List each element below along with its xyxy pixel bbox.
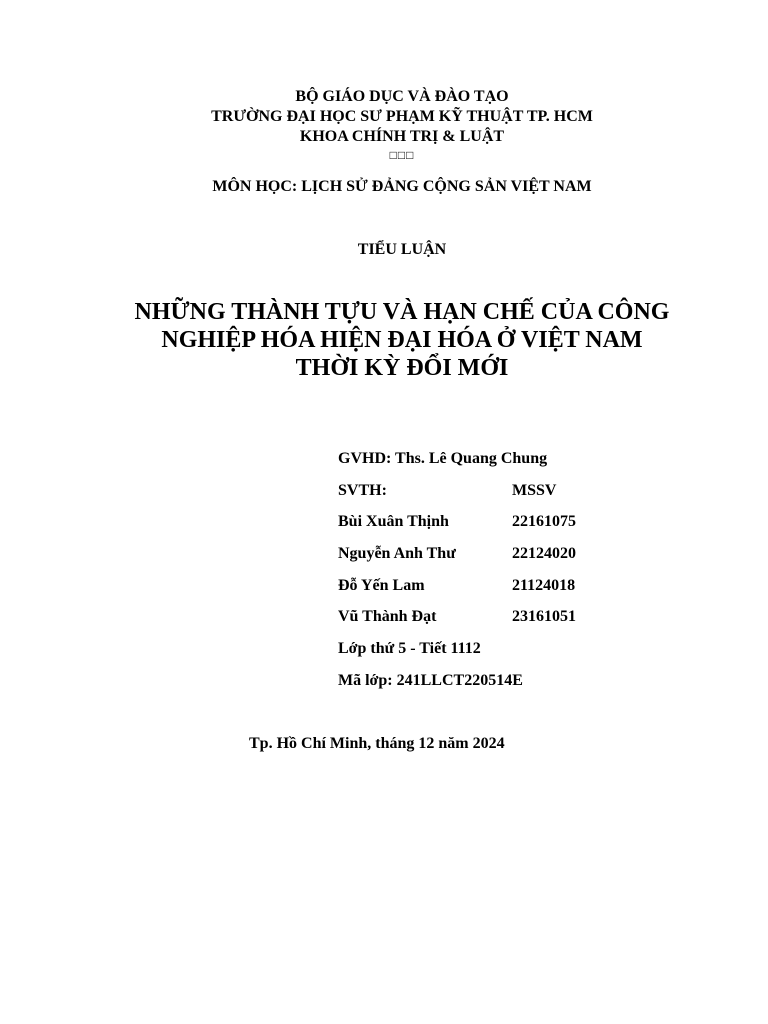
essay-title bbox=[0, 298, 768, 382]
title-line-1: NHỮNG THÀNH TỰU VÀ HẠN CHẾ CỦA CÔNG bbox=[134, 299, 670, 325]
class-code-row bbox=[338, 671, 638, 703]
class-session-row bbox=[338, 639, 638, 671]
advisor-text: GVHD: Ths. Lê Quang Chung bbox=[338, 450, 548, 467]
ministry-heading: BỘ GIÁO DỤC VÀ ĐÀO TẠO bbox=[295, 88, 509, 105]
student-id: 23161051 bbox=[512, 608, 576, 626]
document-type: TIỂU LUẬN bbox=[357, 241, 447, 258]
title-line-2: NGHIỆP HÓA HIỆN ĐẠI HÓA Ở VIỆT NAM bbox=[161, 327, 643, 353]
place-date: Tp. Hồ Chí Minh, tháng 12 năm 2024 bbox=[249, 735, 505, 752]
advisor-row bbox=[338, 449, 638, 481]
ornament-divider: □□□ bbox=[389, 148, 415, 162]
subject-heading: MÔN HỌC: LỊCH SỬ ĐẢNG CỘNG SẢN VIỆT NAM bbox=[212, 178, 592, 195]
student-id: 21124018 bbox=[512, 576, 576, 594]
faculty-heading: KHOA CHÍNH TRỊ & LUẬT bbox=[299, 128, 505, 145]
student-row bbox=[338, 607, 638, 639]
student-name: Đỗ Yến Lam bbox=[338, 576, 425, 594]
students-label: SVTH: bbox=[338, 481, 387, 499]
student-name: Vũ Thành Đạt bbox=[338, 608, 437, 626]
class-session: Lớp thứ 5 - Tiết 1112 bbox=[338, 640, 481, 658]
student-info-block bbox=[338, 449, 638, 703]
students-header-row bbox=[338, 481, 638, 513]
student-id: 22161075 bbox=[512, 513, 576, 531]
student-id: 22124020 bbox=[512, 545, 576, 563]
student-row bbox=[338, 512, 638, 544]
university-heading: TRƯỜNG ĐẠI HỌC SƯ PHẠM KỸ THUẬT TP. HCM bbox=[211, 108, 593, 125]
student-id-label: MSSV bbox=[512, 481, 557, 499]
student-row bbox=[338, 576, 638, 608]
class-code: Mã lớp: 241LLCT220514E bbox=[338, 671, 523, 689]
student-name: Nguyễn Anh Thư bbox=[338, 545, 456, 563]
title-line-3: THỜI KỲ ĐỔI MỚI bbox=[295, 355, 509, 381]
student-name: Bùi Xuân Thịnh bbox=[338, 513, 449, 531]
student-row bbox=[338, 544, 638, 576]
